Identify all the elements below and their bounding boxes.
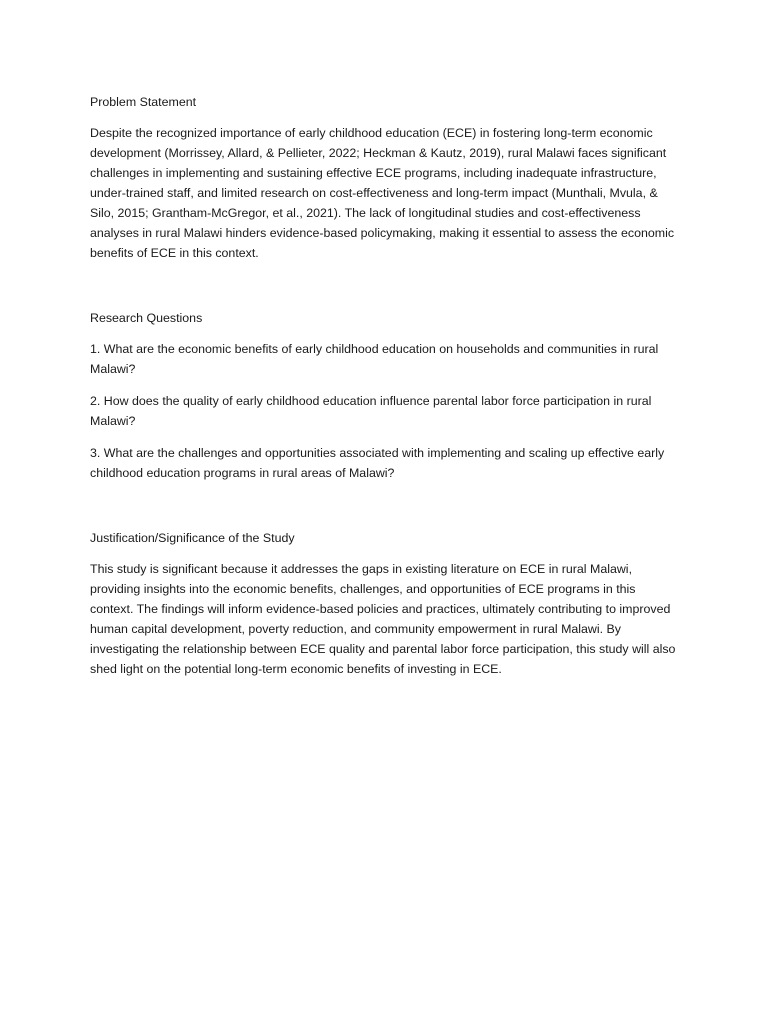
paragraph: Despite the recognized importance of early childhood education (ECE) in fostering long-term economic development (Morrissey, Allard, & Pellieter, 2022; Heckman & Kautz, 2019), rural Malawi faces significant challenges in implementing and sustaining effective ECE programs, including inadequate infrastructure, under-trained staff, and limited research on cost-effectiveness and long-term impact (Munthali, Mvula, & Silo, 2015; Grantham-McGregor, et al., 2021). The lack of longitudinal studies and cost-effectiveness analyses in rural Malawi hinders evidence-based policymaking, making it essential to assess the economic benefits of ECE in this context. [90,126,675,260]
section-heading: Problem Statement [90,95,197,109]
document-body [90,92,682,691]
research-question-2: 2. How does the quality of early childhood education influence parental labor force participation in rural Malawi? [90,394,652,428]
section-spacer [90,275,682,308]
research-questions-section [90,308,682,483]
problem-statement-section [90,92,682,263]
justification-section [90,528,682,679]
research-question-3: 3. What are the challenges and opportunities associated with implementing and scaling up effective early childhood education programs in rural areas of Malawi? [90,446,665,480]
paragraph: This study is significant because it addresses the gaps in existing literature on ECE in rural Malawi, providing insights into the economic benefits, challenges, and opportunities of ECE programs in this context. The findings will inform evidence-based policies and practices, ultimately contributing to improved human capital development, poverty reduction, and community empowerment in rural Malawi. By investigating the relationship between ECE quality and parental labor force participation, this study will also shed light on the potential long-term economic benefits of investing in ECE. [90,562,676,676]
section-heading: Research Questions [90,311,203,325]
section-heading: Justification/Significance of the Study [90,531,295,545]
research-question-1: 1. What are the economic benefits of early childhood education on households and communities in rural Malawi? [90,342,659,376]
section-spacer [90,495,682,528]
